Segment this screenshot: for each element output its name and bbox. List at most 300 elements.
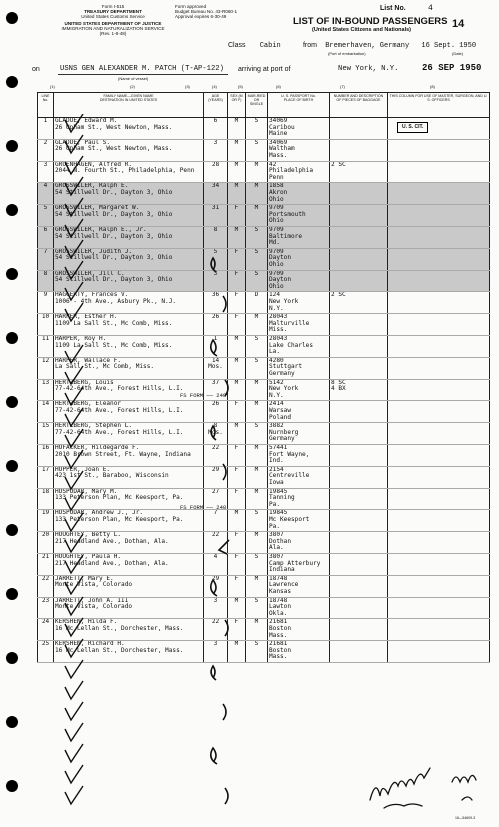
check-mark xyxy=(65,345,83,363)
sex-cell: F xyxy=(228,205,246,227)
handwritten-mark xyxy=(225,620,228,636)
destination-address: 77-42-64th Ave., Forest Hills, L.I. xyxy=(55,385,184,393)
officer-note-cell xyxy=(388,335,490,357)
check-mark xyxy=(65,744,83,762)
embark-date: 16 Sept. 1950 xyxy=(421,42,477,50)
marital-cell: M xyxy=(246,314,268,336)
line-number: 4 xyxy=(38,183,54,205)
marital-cell: S xyxy=(246,226,268,248)
binder-hole xyxy=(6,460,18,472)
baggage-cell xyxy=(330,118,388,140)
binder-hole xyxy=(6,716,18,728)
destination-address: 16 Mc Lellan St., Dorchester, Mass. xyxy=(55,646,184,654)
check-mark xyxy=(65,429,83,447)
passenger-name: HERTZBERG, Eleanor xyxy=(55,400,122,408)
marital-cell: S xyxy=(246,553,268,575)
handwritten-mark xyxy=(225,380,228,396)
line-number: 11 xyxy=(38,335,54,357)
sex-cell: F xyxy=(228,466,246,488)
passport-birthplace-cell: 9709 Baltimore Md. xyxy=(268,226,330,248)
passport-birthplace-cell: 34069 Caribou Maine xyxy=(268,118,330,140)
passport-birthplace-cell: 2414 Warsaw Poland xyxy=(268,401,330,423)
destination-address: 1109 La Sall St., Mc Comb, Miss. xyxy=(55,341,173,349)
marital-cell: S xyxy=(246,139,268,161)
marital-cell: M xyxy=(246,466,268,488)
binder-hole xyxy=(6,76,18,88)
citizen-stamp: U. S. CIT. xyxy=(397,122,428,133)
destination-address: La Sall St., Mc Comb, Miss. xyxy=(55,363,155,371)
destination-address: 54 Stillwell Dr., Dayton 3, Ohio xyxy=(55,232,173,240)
check-mark xyxy=(65,177,83,195)
from-label: from xyxy=(302,42,317,49)
class-value: Cabin xyxy=(259,42,281,50)
sex-cell: F xyxy=(228,401,246,423)
passenger-name: HERTZBERG, Louis xyxy=(55,379,114,386)
check-mark xyxy=(65,303,83,321)
officer-note-cell xyxy=(388,183,490,205)
baggage-cell xyxy=(330,248,388,270)
sex-cell: M xyxy=(228,139,246,161)
passport-birthplace-cell: 4280 Stuttgart Germany xyxy=(268,357,330,379)
line-number: 12 xyxy=(38,357,54,379)
line-number: 15 xyxy=(38,423,54,445)
check-mark xyxy=(65,492,83,510)
destination-address: 77-42-64th Ave., Forest Hills, L.I. xyxy=(55,428,184,436)
baggage-cell xyxy=(330,205,388,227)
binder-hole xyxy=(6,652,18,664)
form-ins: IMMIGRATION AND NATURALIZATION SERVICE xyxy=(61,26,165,31)
col-num-2: (2) xyxy=(130,84,135,89)
budget-line: Form approved xyxy=(175,4,207,9)
line-number: 21 xyxy=(38,553,54,575)
handwritten-mark xyxy=(211,748,217,764)
passport-birthplace-cell: 19845 Tanning Pa. xyxy=(268,488,330,510)
age-cell: 28 xyxy=(204,161,228,183)
port-embark: Bremerhaven, Germany xyxy=(325,42,410,50)
arriving-label: arriving at port of xyxy=(238,66,291,73)
col-num-3: (3) xyxy=(185,84,190,89)
passport-birthplace-cell: 19845 Mc Keesport Pa. xyxy=(268,510,330,532)
officer-note-cell xyxy=(388,205,490,227)
passenger-name: GROSSWILER, Ralph E. xyxy=(55,182,129,190)
check-mark xyxy=(65,786,83,804)
baggage-cell xyxy=(330,619,388,641)
age-cell: 8 Mos. xyxy=(204,423,228,445)
destination-address: 2010 Brown Street, Ft. Wayne, Indiana xyxy=(55,450,191,458)
col-num-7: (7) xyxy=(340,84,345,89)
passport-birthplace-cell: 3882 Nurnberg Germany xyxy=(268,423,330,445)
handwritten-mark xyxy=(211,666,216,680)
line-number: 13 xyxy=(38,379,54,401)
check-mark xyxy=(65,282,83,300)
age-cell: 22 xyxy=(204,444,228,466)
sex-cell: F xyxy=(228,444,246,466)
check-mark xyxy=(65,513,83,531)
col-num-8: (8) xyxy=(430,84,435,89)
age-cell: 1 xyxy=(204,335,228,357)
age-cell: 14 Mos. xyxy=(204,357,228,379)
passenger-name: GLADUE, Paul S. xyxy=(55,139,111,146)
destination-address: 77-42-64th Ave., Forest Hills, L.I. xyxy=(55,406,184,414)
sex-cell: F xyxy=(228,532,246,554)
check-mark xyxy=(65,660,83,678)
check-mark xyxy=(65,534,83,552)
officer-note-cell xyxy=(388,357,490,379)
check-mark xyxy=(65,576,83,594)
form-dept: TREASURY DEPARTMENT xyxy=(84,9,142,14)
age-cell: 29 xyxy=(204,466,228,488)
destination-address: 16 Mc Lellan St., Dorchester, Mass. xyxy=(55,624,184,632)
destination-address: 54 Stillwell Dr., Dayton 3, Ohio xyxy=(55,254,173,262)
destination-address: 1006 - 4th Ave., Asbury Pk., N.J. xyxy=(55,297,177,305)
col-num-1: (1) xyxy=(50,84,55,89)
header-passport: U. S. PASSPORT No. PLACE OF BIRTH xyxy=(268,93,330,118)
age-cell: 26 xyxy=(204,401,228,423)
passport-birthplace-cell: 42 Philadelphia Penn xyxy=(268,161,330,183)
destination-address: 54 Stillwell Dr., Dayton 3, Ohio xyxy=(55,276,173,284)
passenger-name: HAGGERTY, Frances V. xyxy=(55,291,129,299)
destination-address: 54 Stillwell Dr., Dayton 3, Ohio xyxy=(55,188,173,196)
baggage-cell xyxy=(330,357,388,379)
destination-address: 423 1st St., Baraboo, Wisconsin xyxy=(55,472,169,480)
age-cell: 27 xyxy=(204,488,228,510)
line-number: 1 xyxy=(38,118,54,140)
passport-birthplace-cell: 57441 Fort Wayne, Ind. xyxy=(268,444,330,466)
marital-cell: M xyxy=(246,619,268,641)
passenger-name: JARRETT, John A. III xyxy=(55,597,129,604)
check-mark xyxy=(65,156,83,174)
marital-cell: D xyxy=(246,292,268,314)
passenger-name: HARPER, Wallace F. xyxy=(55,357,122,364)
marital-cell: S xyxy=(246,641,268,663)
check-mark xyxy=(65,114,83,132)
handwritten-mark xyxy=(223,464,226,480)
passenger-name: GLADUE, Edward M. xyxy=(55,117,118,124)
line-number: 16 xyxy=(38,444,54,466)
officer-note-cell xyxy=(388,619,490,641)
marital-cell: S xyxy=(246,597,268,619)
passport-birthplace-cell: 28043 Malturville Miss. xyxy=(268,314,330,336)
form-number: Form I-515 xyxy=(101,4,125,9)
baggage-cell xyxy=(330,532,388,554)
passport-birthplace-cell: 21681 Boston Mass. xyxy=(268,619,330,641)
age-cell: 37 xyxy=(204,379,228,401)
sex-cell: M xyxy=(228,118,246,140)
officer-note-cell xyxy=(388,226,490,248)
line-number: 2 xyxy=(38,139,54,161)
marital-cell: M xyxy=(246,575,268,597)
marital-cell: M xyxy=(246,532,268,554)
binder-hole xyxy=(6,204,18,216)
age-cell: 5 xyxy=(204,248,228,270)
baggage-cell xyxy=(330,183,388,205)
check-mark xyxy=(65,723,83,741)
handwritten-mark xyxy=(219,540,229,554)
destination-address: 54 Stillwell Dr., Dayton 3, Ohio xyxy=(55,210,173,218)
passenger-name: KERSHEN, Hilda F. xyxy=(55,618,118,626)
sex-cell: F xyxy=(228,619,246,641)
budget-line: Approval expires 6-30-49 xyxy=(175,14,227,19)
age-cell: 7 xyxy=(204,510,228,532)
age-cell: 6 xyxy=(204,118,228,140)
passenger-name: GROSSWILER, Margaret W. xyxy=(55,204,140,212)
check-mark xyxy=(65,471,83,489)
line-number: 20 xyxy=(38,532,54,554)
check-mark xyxy=(65,261,83,279)
sex-cell: M xyxy=(228,379,246,401)
check-mark xyxy=(65,702,83,720)
form-info xyxy=(58,4,168,36)
officer-note-cell xyxy=(388,401,490,423)
baggage-cell xyxy=(330,597,388,619)
baggage-cell: 2 SC xyxy=(330,292,388,314)
marital-cell: S xyxy=(246,270,268,292)
handwritten-mark xyxy=(211,580,217,596)
marital-cell: S xyxy=(246,510,268,532)
baggage-cell: 8 SC 4 BX xyxy=(330,379,388,401)
passport-birthplace-cell: 9709 Dayton Ohio xyxy=(268,270,330,292)
arrival-port: New York, N.Y. xyxy=(338,65,399,73)
sex-cell: M xyxy=(228,161,246,183)
baggage-cell xyxy=(330,270,388,292)
baggage-cell xyxy=(330,641,388,663)
passport-birthplace-cell: 5142 New York N.Y. xyxy=(268,379,330,401)
passenger-name: HARPER, Esther H. xyxy=(55,313,118,321)
age-cell: 3 xyxy=(204,597,228,619)
sex-cell: M xyxy=(228,335,246,357)
sex-cell: M xyxy=(228,183,246,205)
destination-address: 2044 N. Fourth St., Philadelphia, Penn xyxy=(55,167,195,175)
line-number: 18 xyxy=(38,488,54,510)
age-cell: 8 xyxy=(204,226,228,248)
sex-cell: F xyxy=(228,553,246,575)
passport-birthplace-cell: 21681 Boston Mass. xyxy=(268,641,330,663)
sex-cell: F xyxy=(228,292,246,314)
check-mark xyxy=(65,555,83,573)
passport-birthplace-cell: 3807 Dothan Ala. xyxy=(268,532,330,554)
baggage-cell xyxy=(330,423,388,445)
passenger-name: HOSPODAR, Andrew J., Jr. xyxy=(55,509,144,517)
binder-hole xyxy=(6,12,18,24)
budget-line: Budget Bureau No. 43-R060-1 xyxy=(175,9,238,14)
passport-birthplace-cell: 3807 Camp Atterbury Indiana xyxy=(268,553,330,575)
line-number: 8 xyxy=(38,270,54,292)
officer-note-cell xyxy=(388,597,490,619)
form-dept-justice: UNITED STATES DEPARTMENT OF JUSTICE xyxy=(64,21,162,26)
marital-cell: M xyxy=(246,205,268,227)
destination-address: 217 Headland Ave., Dothan, Ala. xyxy=(55,537,169,545)
check-mark xyxy=(65,597,83,615)
destination-address: 26 Upham St., West Newton, Mass. xyxy=(55,145,173,153)
age-cell: 29 xyxy=(204,575,228,597)
baggage-cell xyxy=(330,466,388,488)
check-mark xyxy=(65,618,83,636)
baggage-cell xyxy=(330,401,388,423)
inspector-signature xyxy=(366,760,488,815)
sex-cell: M xyxy=(228,641,246,663)
marital-cell: S xyxy=(246,118,268,140)
officer-note-cell xyxy=(388,488,490,510)
baggage-cell xyxy=(330,575,388,597)
sex-cell: F xyxy=(228,270,246,292)
page-number: 14 xyxy=(452,18,465,30)
passenger-name: GROSSWILER, Judith J. xyxy=(55,248,133,255)
check-mark xyxy=(65,408,83,426)
officer-note-cell xyxy=(388,510,490,532)
form-service: United States Customs Service xyxy=(81,14,145,19)
line-number: 9 xyxy=(38,292,54,314)
line-number: 23 xyxy=(38,597,54,619)
baggage-cell xyxy=(330,139,388,161)
handwritten-mark xyxy=(225,788,228,804)
binder-hole xyxy=(6,268,18,280)
arrival-date-stamp: 26 SEP 1950 xyxy=(422,63,482,73)
officer-note-cell xyxy=(388,118,490,140)
list-no-value: 4 xyxy=(428,4,433,13)
header-baggage: NUMBER AND DESCRIPTION OF PIECES OF BAGGAGE xyxy=(330,93,388,118)
line-number: 22 xyxy=(38,575,54,597)
baggage-cell xyxy=(330,510,388,532)
check-mark xyxy=(65,135,83,153)
passport-birthplace-cell: 9709 Portsmouth Ohio xyxy=(268,205,330,227)
officer-note-cell xyxy=(388,248,490,270)
passenger-name: KERSHEN, Richard H. xyxy=(55,640,125,648)
binder-hole xyxy=(6,780,18,792)
officer-note-cell xyxy=(388,423,490,445)
sex-cell: M xyxy=(228,597,246,619)
sex-cell: M xyxy=(228,357,246,379)
page-title: LIST OF IN-BOUND PASSENGERS xyxy=(293,16,448,27)
marital-cell: S xyxy=(246,357,268,379)
class-row xyxy=(228,41,476,50)
handwritten-mark xyxy=(211,258,216,272)
sex-cell: M xyxy=(228,510,246,532)
binder-hole xyxy=(6,588,18,600)
fs-form-note: FS FORM —— 240 xyxy=(180,504,227,511)
check-mark xyxy=(65,387,83,405)
officer-note-cell xyxy=(388,553,490,575)
line-number: 10 xyxy=(38,314,54,336)
passenger-name: GRUENHAGEN, Alfred R. xyxy=(55,161,133,168)
baggage-cell xyxy=(330,226,388,248)
passport-birthplace-cell: 1858 Akron Ohio xyxy=(268,183,330,205)
marital-cell: M xyxy=(246,401,268,423)
line-number: 5 xyxy=(38,205,54,227)
sex-cell: F xyxy=(228,248,246,270)
budget-info xyxy=(175,4,237,19)
sex-cell: M xyxy=(228,423,246,445)
fs-form-note: FS FORM —— 240 xyxy=(180,392,227,399)
col-num-5: (5) xyxy=(238,84,243,89)
check-mark xyxy=(65,450,83,468)
baggage-cell xyxy=(330,488,388,510)
line-number: 14 xyxy=(38,401,54,423)
baggage-cell xyxy=(330,335,388,357)
line-number: 24 xyxy=(38,619,54,641)
age-cell: 26 xyxy=(204,314,228,336)
sex-cell: F xyxy=(228,488,246,510)
header-age: AGE (YEARS) xyxy=(204,93,228,118)
officer-note-cell xyxy=(388,466,490,488)
passport-birthplace-cell: 2154 Centreville Iowa xyxy=(268,466,330,488)
officer-note-cell xyxy=(388,641,490,663)
line-number: 3 xyxy=(38,161,54,183)
col-num-4: (4) xyxy=(212,84,217,89)
binder-hole xyxy=(6,332,18,344)
age-cell: 4 xyxy=(204,553,228,575)
passenger-name: HOSPODAR, Mary M. xyxy=(55,488,118,495)
passport-birthplace-cell: 9709 Dayton Ohio xyxy=(268,248,330,270)
age-cell: 22 xyxy=(204,532,228,554)
marital-cell: M xyxy=(246,379,268,401)
marital-cell: M xyxy=(246,161,268,183)
page-subtitle: (United States Citizens and Nationals) xyxy=(312,27,412,33)
sex-cell: F xyxy=(228,575,246,597)
vessel-underline xyxy=(58,74,228,75)
check-mark xyxy=(65,366,83,384)
header-officers: THIS COLUMN FOR USE OF MASTER, SURGEON, AND U. S. OFFICERS xyxy=(388,93,490,118)
port-embark-caption: (Port of embarkation) xyxy=(328,51,366,56)
age-cell: 22 xyxy=(204,619,228,641)
age-cell: 3 xyxy=(204,270,228,292)
passenger-name: GROSSWILER, Jill C. xyxy=(55,270,125,277)
age-cell: 3 xyxy=(204,641,228,663)
passenger-name: HOUGHTEY, Paula H. xyxy=(55,553,122,560)
binder-hole xyxy=(6,524,18,536)
check-mark xyxy=(65,219,83,237)
date-caption: (Date) xyxy=(452,51,464,56)
passport-birthplace-cell: 34069 Waltham Mass. xyxy=(268,139,330,161)
officer-note-cell xyxy=(388,292,490,314)
baggage-cell xyxy=(330,314,388,336)
binder-hole xyxy=(6,140,18,152)
passenger-name: HERTZBERG, Stephen L. xyxy=(55,422,133,430)
sex-cell: M xyxy=(228,226,246,248)
passport-birthplace-cell: 18748 Lawrence Kansas xyxy=(268,575,330,597)
officer-note-cell xyxy=(388,314,490,336)
marital-cell: S xyxy=(246,335,268,357)
age-cell: 31 xyxy=(204,205,228,227)
passport-birthplace-cell: 124 New York N.Y. xyxy=(268,292,330,314)
age-cell: 36 xyxy=(204,292,228,314)
line-number: 25 xyxy=(38,641,54,663)
marital-cell: M xyxy=(246,444,268,466)
on-label: on xyxy=(32,66,40,73)
marital-cell: S xyxy=(246,248,268,270)
officer-note-cell xyxy=(388,161,490,183)
footer-code: 16—54609-3 xyxy=(455,816,476,820)
handwritten-mark xyxy=(211,340,217,356)
passenger-name: JARRETT, Mary E. xyxy=(55,575,114,582)
passenger-name: HOFACKER, Hildegarde F. xyxy=(55,444,140,451)
baggage-cell xyxy=(330,444,388,466)
passport-birthplace-cell: 18748 Lawton Okla. xyxy=(268,597,330,619)
age-cell: 34 xyxy=(204,183,228,205)
handwritten-mark xyxy=(223,296,226,312)
destination-address: 133 Peterson Plan, Mc Keesport, Pa. xyxy=(55,494,184,502)
officer-note-cell xyxy=(388,139,490,161)
class-label: Class xyxy=(228,42,246,49)
passenger-name: HOPPER, Joan E. xyxy=(55,466,111,473)
list-no-label: List No. xyxy=(380,5,406,12)
col-num-6: (6) xyxy=(276,84,281,89)
line-number: 6 xyxy=(38,226,54,248)
officer-note-cell xyxy=(388,379,490,401)
check-mark xyxy=(65,639,83,657)
checkmarks-overlay xyxy=(37,114,237,814)
header-line-no: LINE No. xyxy=(38,93,54,118)
check-mark xyxy=(65,240,83,258)
